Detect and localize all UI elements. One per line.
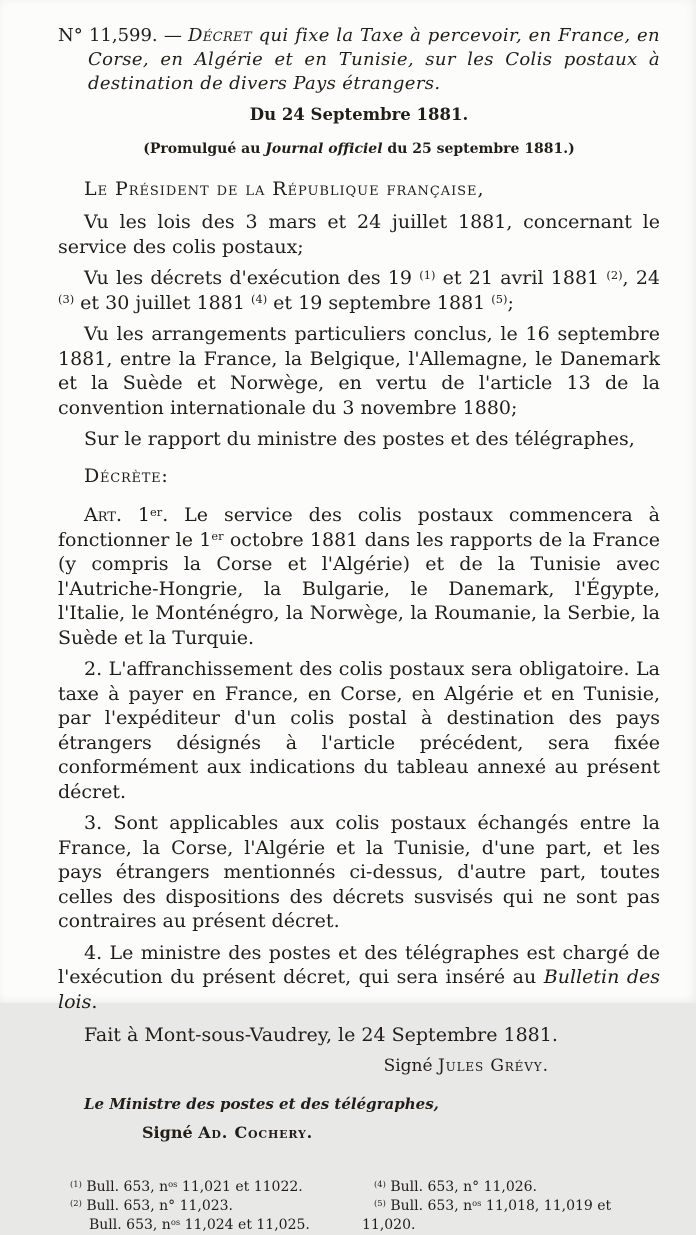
closing-place-date: Fait à Mont-sous-Vaudrey, le 24 Septembre 1881. bbox=[84, 1024, 558, 1046]
article-2: 2. L'affranchissement des colis postaux sera obligatoire. La taxe à payer en France, en Corse, en Algérie et en Tunisie, par l'expéditeur d'un colis postal à destination des pays étrangers désignés à l'article précédent, sera fixée conformément aux indications du tableau annexé au présent décret. bbox=[58, 658, 660, 803]
footnote-item: $^{(2)}$ Bull. 653, n° 11,023. bbox=[70, 1197, 234, 1214]
footnotes bbox=[58, 1178, 660, 1235]
president-signature: Signé Jules Grévy. bbox=[383, 1055, 548, 1076]
minister-title: Le Ministre des postes et des télégraphes, bbox=[84, 1094, 439, 1113]
recital-decrees: Vu les décrets d'exécution des 19 $^{(1)}$ et 21 avril 1881 $^{(2)}$, 24 $^{(3)}$ et 30 juillet 1881 $^{(4)}$ et 19 septembre 1881 $^{(5)}$; bbox=[58, 267, 660, 314]
decree-date-line: Du 24 Septembre 1881. bbox=[249, 105, 469, 124]
article-3: 3. Sont applicables aux colis postaux échangés entre la France, la Corse, l'Algérie et la Tunisie, d'une part, et les pays étrangers mentionnés ci-dessus, d'autre part, toutes celles des dispositions des décrets susvisés qui ne sont pas contraires au présent décret. bbox=[58, 812, 660, 932]
recital-laws: Vu les lois des 3 mars et 24 juillet 1881, concernant le service des colis postaux; bbox=[58, 211, 660, 258]
footnote-item: $^{(5)}$ Bull. 653, $n^{os}$ 11,018, 11,019 et 11,020. bbox=[362, 1197, 612, 1233]
decree-heading: N° 11,599. — Décret qui fixe la Taxe à percevoir, en France, en Corse, en Algérie et en Tunisie, sur les Colis postaux à destination de divers Pays étrangers. bbox=[58, 25, 661, 94]
minister-signature: Signé Ad. Cochery. bbox=[142, 1122, 313, 1142]
recital-arrangements: Vu les arrangements particuliers conclus, le 16 septembre 1881, entre la France, la Belgique, l'Allemagne, le Danemark et la Suède et Norwège, en vertu de l'article 13 de la convention internationale du 3 novembre 1880; bbox=[58, 323, 660, 419]
decree-word: Décrète: bbox=[84, 464, 169, 487]
footnotes-right-column bbox=[362, 1178, 660, 1235]
footnote-item: $^{(4)}$ Bull. 653, n° 11,026. bbox=[374, 1178, 538, 1195]
footnote-item: Bull. 653, $n^{os}$ 11,024 et 11,025. bbox=[89, 1216, 310, 1233]
footnote-item: $^{(1)}$ Bull. 653, $n^{os}$ 11,021 et 11022. bbox=[70, 1178, 303, 1195]
footnotes-left-column bbox=[58, 1178, 362, 1235]
promulgation-note: (Promulgué au Journal officiel du 25 septembre 1881.) bbox=[143, 141, 575, 157]
article-1: Art. 1er. Le service des colis postaux commencera à fonctionner le 1er octobre 1881 dans les rapports de la France (y compris la Corse et l'Algérie) et de la Tunisie avec l'Autriche-Hongrie, la Bulgarie, le Danemark, l'Égypte, l'Italie, le Monténégro, la Norwège, la Roumanie, la Serbie, la Suède et la Turquie. bbox=[58, 504, 660, 649]
salutation-line: Le Président de la République française, bbox=[84, 178, 485, 200]
article-4: 4. Le ministre des postes et des télégraphes est chargé de l'exécution du présent décret, qui sera inséré au Bulletin des lois. bbox=[58, 941, 660, 1013]
recital-report: Sur le rapport du ministre des postes et des télégraphes, bbox=[84, 428, 635, 450]
